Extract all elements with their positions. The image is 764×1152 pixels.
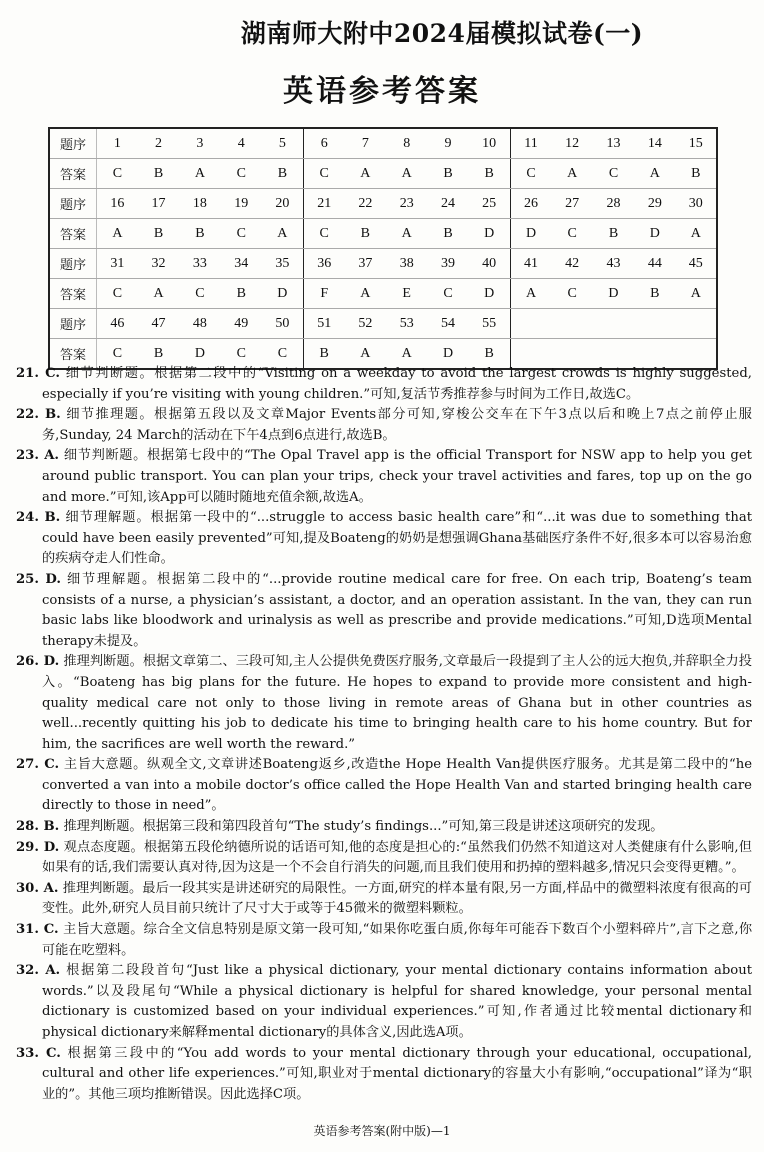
question-number-cell: 47 (138, 309, 179, 339)
answer-cell: A (345, 159, 386, 189)
explanation-item (16, 817, 752, 838)
explanation-item (16, 570, 752, 652)
answer-cell: A (345, 279, 386, 309)
item-number: 26. D. (16, 654, 60, 670)
question-number-cell: 14 (634, 128, 675, 159)
question-number-cell: 13 (593, 128, 634, 159)
question-number-cell: 17 (138, 189, 179, 219)
item-number: 33. C. (16, 1045, 61, 1061)
question-number-cell: 37 (345, 249, 386, 279)
question-number-cell: 32 (138, 249, 179, 279)
answer-cell: C (97, 159, 138, 189)
question-number-cell: 19 (221, 189, 262, 219)
answer-cell: C (262, 339, 303, 370)
question-number-cell: 23 (386, 189, 427, 219)
question-number-cell: 6 (303, 128, 344, 159)
answer-cell: F (303, 279, 344, 309)
question-number-row (49, 189, 717, 219)
answer-row-label: 答案 (49, 159, 97, 189)
question-number-cell: 25 (469, 189, 510, 219)
question-number-cell: 12 (551, 128, 592, 159)
explanation-item (16, 1044, 752, 1106)
item-number: 29. D. (16, 839, 60, 855)
question-number-row (49, 128, 717, 159)
question-number-cell: 18 (179, 189, 220, 219)
answer-row (49, 159, 717, 189)
answer-cell: A (386, 339, 427, 370)
question-number-cell: 5 (262, 128, 303, 159)
answer-cell: C (221, 219, 262, 249)
answer-cell: B (179, 219, 220, 249)
question-number-cell: 43 (593, 249, 634, 279)
question-number-cell: 9 (427, 128, 468, 159)
item-text: 细节判断题。根据第二段中的“Visiting on a weekday to avoid the largest crowds is highly suggested, especially if you’re visiting with young children.”可知,复活节秀推荐参与时间为工作日,故选C。 (42, 366, 752, 402)
answer-cell: B (138, 159, 179, 189)
item-number: 24. B. (16, 510, 61, 526)
explanation-item (16, 920, 752, 961)
item-text: 细节理解题。根据第二段中的“...provide routine medical care for free. On each trip, Boateng’s team consists of a nurse, a physician’s assistant, a doctor, and an operation assistant. In the van, they can run basic labs like bloodwork and urinalysis as well as prescribe and provide medications.”可知,D选项Mental therapy未提及。 (42, 571, 752, 649)
explanation-item (16, 838, 752, 879)
answer-cell: A (676, 279, 717, 309)
question-number-cell: 8 (386, 128, 427, 159)
answer-cell: D (634, 219, 675, 249)
answer-row-label: 答案 (49, 219, 97, 249)
item-text: 主旨大意题。纵观全文,文章讲述Boateng返乡,改造the Hope Health Van提供医疗服务。尤其是第二段中的“he converted a van into a mobile doctor’s office called the Hope Health Van and started bringing health care directly to those in need”。 (42, 757, 752, 814)
question-number-cell: 20 (262, 189, 303, 219)
exam-header-title: 湖南师大附中2024届模拟试卷(一) (240, 19, 644, 48)
question-number-cell: 1 (97, 128, 138, 159)
answer-cell: A (386, 159, 427, 189)
question-number-cell: 36 (303, 249, 344, 279)
question-number-cell: 51 (303, 309, 344, 339)
answer-cell: B (303, 339, 344, 370)
item-text: 推理判断题。最后一段其实是讲述研究的局限性。一方面,研究的样本量有限,另一方面,样品中的微塑料浓度有很高的可变性。此外,研究人员目前只统计了尺寸大于或等于45微米的微塑料颗粒。 (42, 880, 752, 917)
question-number-row (49, 249, 717, 279)
answer-cell: D (262, 279, 303, 309)
item-text: 主旨大意题。综合全文信息特别是原文第一段可知,“如果你吃蛋白质,你每年可能吞下数百个小塑料碎片”,言下之意,你可能在吃塑料。 (42, 922, 753, 958)
explanation-item (16, 446, 752, 508)
question-number-cell: 50 (262, 309, 303, 339)
question-number-cell: 39 (427, 249, 468, 279)
question-number-cell: 22 (345, 189, 386, 219)
answer-cell: E (386, 279, 427, 309)
answer-cell: A (634, 159, 675, 189)
answer-cell: D (179, 339, 220, 370)
question-number-cell: 52 (345, 309, 386, 339)
item-number: 30. A. (16, 880, 59, 896)
question-number-cell (551, 309, 592, 339)
question-number-cell: 45 (676, 249, 717, 279)
item-text: 细节推理题。根据第五段以及文章Major Events部分可知,穿梭公交车在下午3点以后和晚上7点之前停止服务,Sunday, 24 March的活动在下午4点到6点进行,故选B。 (42, 407, 752, 443)
question-number-cell: 28 (593, 189, 634, 219)
question-number-cell: 31 (97, 249, 138, 279)
item-text: 推理判断题。根据第三段和第四段首句“The study’s findings...”可知,第三段是讲述这项研究的发现。 (63, 819, 664, 835)
question-number-cell: 54 (427, 309, 468, 339)
answer-cell: D (510, 219, 551, 249)
question-number-cell: 16 (97, 189, 138, 219)
page-footer: 英语参考答案(附中版)—1 (313, 1124, 451, 1138)
question-number-row-label: 题序 (49, 249, 97, 279)
answer-cell: B (593, 219, 634, 249)
question-number-cell: 4 (221, 128, 262, 159)
answer-cell: B (469, 159, 510, 189)
question-number-row-label: 题序 (49, 189, 97, 219)
answer-cell: B (676, 159, 717, 189)
answer-cell: B (221, 279, 262, 309)
question-number-cell: 27 (551, 189, 592, 219)
item-text: 观点态度题。根据第五段伦纳德所说的话语可知,他的态度是担心的:“虽然我们仍然不知道这对人类健康有什么影响,但如果有的话,我们需要认真对待,因为这是一个不会自行消失的问题,而且我们使用和扔掉的塑料越多,情况只会变得更糟。”。 (42, 839, 752, 876)
item-text: 根据第二段段首句“Just like a physical dictionary, your mental dictionary contains information about words.”以及段尾句“While a physical dictionary is helpful for shared knowledge, your personal mental dictionary is customized based on your individual experiences.”可知,作者通过比较mental dictionary和physical dictionary来解释mental dictionary的具体含义,因此选A项。 (42, 963, 752, 1040)
answer-cell: A (386, 219, 427, 249)
question-number-cell: 21 (303, 189, 344, 219)
explanation-item (16, 405, 752, 446)
explanation-item (16, 961, 752, 1043)
answer-cell: A (345, 339, 386, 370)
answer-cell: C (303, 159, 344, 189)
answer-row (49, 219, 717, 249)
answer-row-label: 答案 (49, 279, 97, 309)
answer-cell: D (469, 219, 510, 249)
answer-cell: B (138, 219, 179, 249)
answer-cell: B (427, 219, 468, 249)
answer-cell: C (551, 219, 592, 249)
item-text: 推理判断题。根据文章第二、三段可知,主人公提供免费医疗服务,文章最后一段提到了主人公的远大抱负,并辞职全力投入。“Boateng has big plans for the future. He hopes to expand to provide more consistent and high-quality medical care not only to those living in remote areas of Ghana but in other countries as well...recently quitting his job to dedicate his time to bringing health care to his home country. But for him, the sacrifices are well worth the reward.” (42, 654, 752, 752)
question-number-cell: 3 (179, 128, 220, 159)
answer-table (48, 127, 718, 370)
question-number-cell (510, 309, 551, 339)
question-number-cell: 40 (469, 249, 510, 279)
question-number-cell (634, 309, 675, 339)
answer-cell: C (551, 279, 592, 309)
item-number: 21. C. (16, 366, 60, 381)
answer-cell: A (551, 159, 592, 189)
question-number-cell: 11 (510, 128, 551, 159)
item-number: 25. D. (16, 571, 61, 587)
question-number-cell: 48 (179, 309, 220, 339)
answer-cell: C (97, 279, 138, 309)
question-number-cell: 34 (221, 249, 262, 279)
answer-cell: C (303, 219, 344, 249)
answer-cell: D (593, 279, 634, 309)
explanation-item (16, 879, 752, 920)
answer-cell: A (97, 219, 138, 249)
question-number-cell: 53 (386, 309, 427, 339)
question-number-cell: 2 (138, 128, 179, 159)
explanation-item (16, 755, 752, 817)
answer-cell: C (593, 159, 634, 189)
question-number-cell: 7 (345, 128, 386, 159)
answer-cell: B (427, 159, 468, 189)
answer-cell: C (427, 279, 468, 309)
item-number: 22. B. (16, 407, 61, 423)
question-number-row (49, 309, 717, 339)
item-number: 31. C. (16, 922, 59, 938)
answer-cell: C (221, 339, 262, 370)
answer-cell: B (634, 279, 675, 309)
answer-cell: A (179, 159, 220, 189)
question-number-cell: 15 (676, 128, 717, 159)
answer-row-label: 答案 (49, 339, 97, 370)
question-number-cell: 26 (510, 189, 551, 219)
item-number: 23. A. (16, 448, 60, 464)
answer-cell: C (510, 159, 551, 189)
question-number-cell: 35 (262, 249, 303, 279)
question-number-cell (676, 309, 717, 339)
answer-cell: A (676, 219, 717, 249)
explanation-list (16, 364, 752, 1105)
question-number-row-label: 题序 (49, 309, 97, 339)
question-number-cell: 41 (510, 249, 551, 279)
item-text: 细节判断题。根据第七段中的“The Opal Travel app is the official Transport for NSW app to help you get around public transport. You can plan your trips, check your travel activities and fares, top up on the go and more.”可知,该App可以随时随地充值余额,故选A。 (42, 448, 752, 505)
question-number-row-label: 题序 (49, 128, 97, 159)
question-number-cell: 44 (634, 249, 675, 279)
question-number-cell: 55 (469, 309, 510, 339)
answer-cell: D (469, 279, 510, 309)
question-number-cell: 29 (634, 189, 675, 219)
answer-cell: B (262, 159, 303, 189)
question-number-cell: 42 (551, 249, 592, 279)
answer-cell: B (345, 219, 386, 249)
question-number-cell: 24 (427, 189, 468, 219)
answer-cell: B (138, 339, 179, 370)
item-number: 32. A. (16, 963, 61, 979)
answer-cell: C (97, 339, 138, 370)
answer-cell: A (510, 279, 551, 309)
answer-cell: C (221, 159, 262, 189)
document-title: 英语参考答案 (283, 74, 481, 109)
question-number-cell: 46 (97, 309, 138, 339)
item-text: 细节理解题。根据第一段中的“...struggle to access basic health care”和“...it was due to something that could have been easily prevented”可知,提及Boateng的奶奶是想强调Ghana基础医疗条件不好,很多本可以容易治愈的疾病夺走人们性命。 (42, 510, 752, 567)
item-number: 27. C. (16, 757, 60, 773)
answer-cell: A (138, 279, 179, 309)
item-number: 28. B. (16, 819, 60, 835)
question-number-cell: 10 (469, 128, 510, 159)
answer-cell: A (262, 219, 303, 249)
explanation-item (16, 364, 752, 405)
question-number-cell: 33 (179, 249, 220, 279)
answer-cell: C (179, 279, 220, 309)
answer-row (49, 279, 717, 309)
explanation-item (16, 508, 752, 570)
explanation-item (16, 652, 752, 755)
answer-cell: D (427, 339, 468, 370)
question-number-cell: 38 (386, 249, 427, 279)
answer-cell: B (469, 339, 510, 370)
item-text: 根据第三段中的“You add words to your mental dictionary through your educational, occupational, cultural and other life experiences.”可知,职业对于mental dictionary的容量大小有影响,“occupational”译为“职业的”。其他三项均推断错误。因此选择C项。 (42, 1045, 752, 1102)
question-number-cell (593, 309, 634, 339)
question-number-cell: 30 (676, 189, 717, 219)
question-number-cell: 49 (221, 309, 262, 339)
